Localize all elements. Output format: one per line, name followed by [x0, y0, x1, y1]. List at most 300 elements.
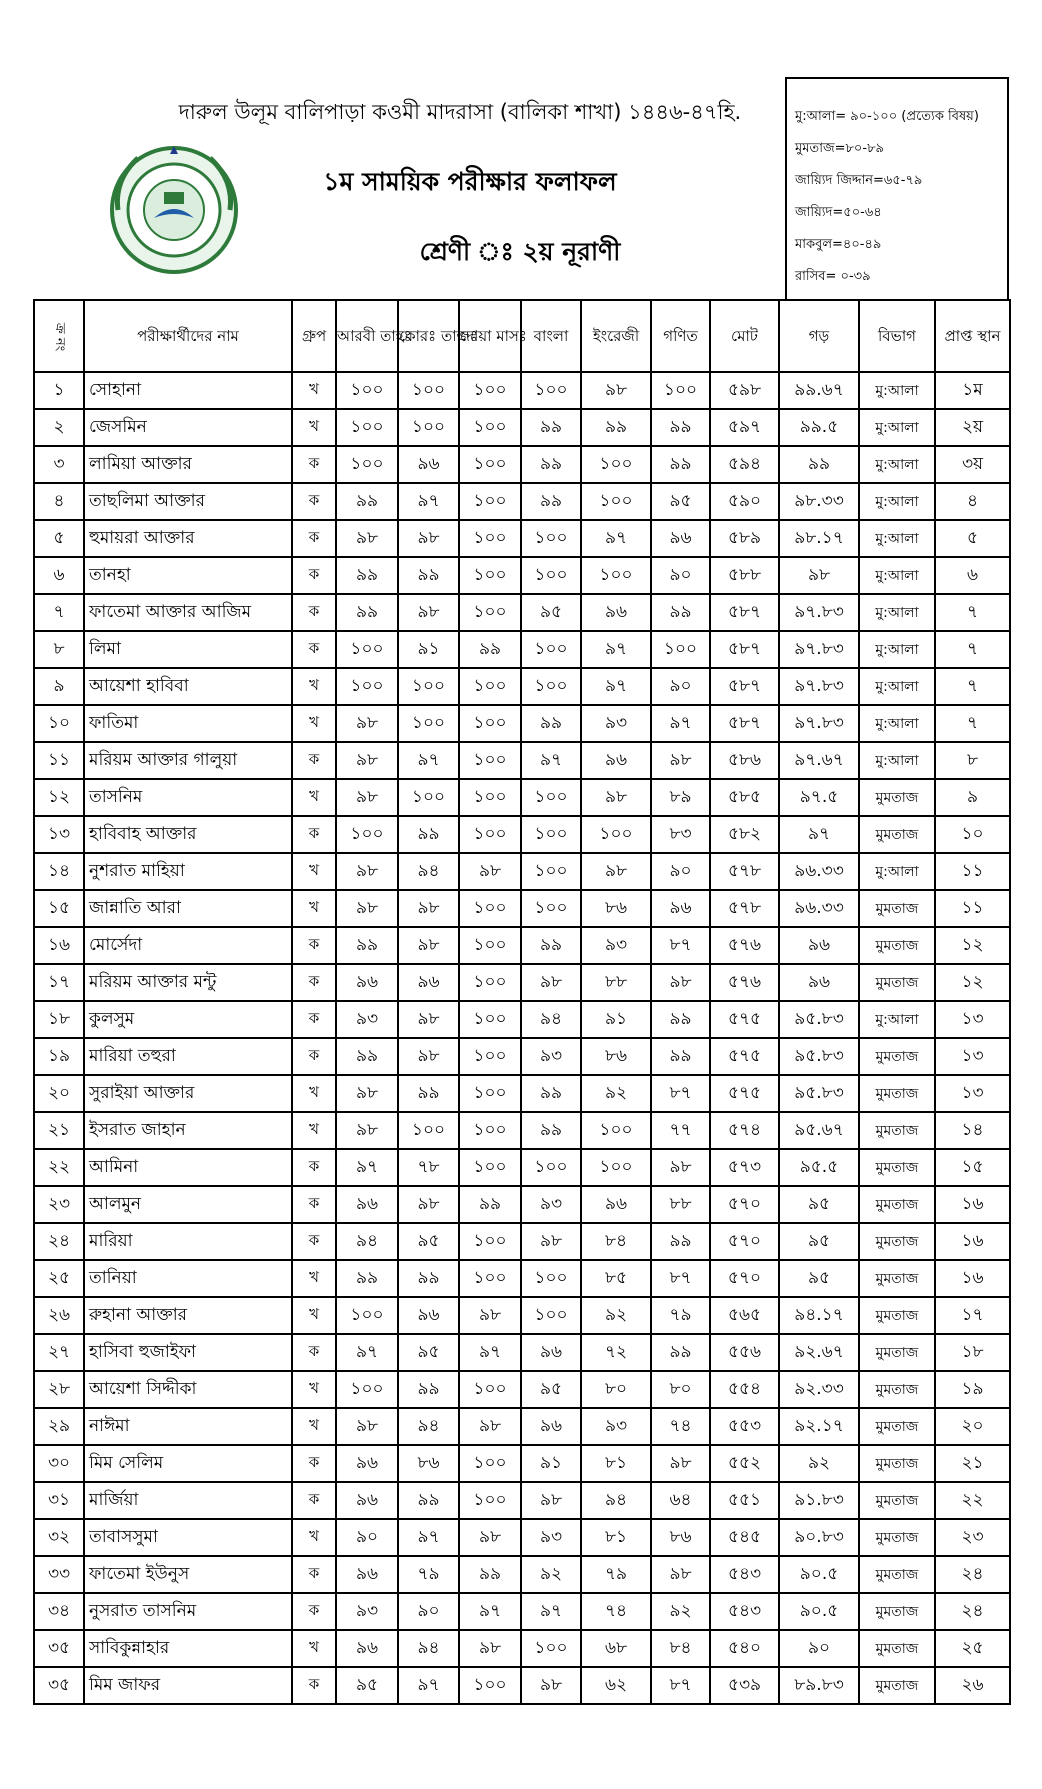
table-cell: খ: [292, 372, 336, 409]
table-cell: মু:আলা: [859, 409, 935, 446]
table-cell: ৭: [935, 594, 1010, 631]
table-cell: ৭: [34, 594, 84, 631]
table-cell: ৯৯.৫: [779, 409, 859, 446]
table-cell: ৮০: [581, 1371, 651, 1408]
table-cell: ৯০: [651, 557, 710, 594]
table-row: [34, 816, 1010, 853]
table-cell: ৯৯: [459, 1556, 521, 1593]
table-cell: ১০০: [459, 742, 521, 779]
table-cell: আয়েশা হাবিবা: [84, 668, 292, 705]
table-cell: ১১: [34, 742, 84, 779]
table-cell: ৯১: [521, 1445, 581, 1482]
table-cell: ফাতেমা ইউনুস: [84, 1556, 292, 1593]
table-cell: তানহা: [84, 557, 292, 594]
table-row: [34, 1149, 1010, 1186]
table-cell: ৯৫.৬৭: [779, 1112, 859, 1149]
table-row: [34, 1334, 1010, 1371]
table-cell: ক: [292, 631, 336, 668]
table-cell: ৩৫: [34, 1630, 84, 1667]
table-cell: মুমতাজ: [859, 1556, 935, 1593]
table-cell: ১২: [34, 779, 84, 816]
table-cell: ক: [292, 742, 336, 779]
table-cell: ৯৭.৬৭: [779, 742, 859, 779]
results-table: [33, 299, 1011, 1705]
table-cell: ৫৭৮: [710, 853, 779, 890]
table-cell: ৯৩: [581, 927, 651, 964]
table-cell: ৯৫: [779, 1260, 859, 1297]
table-cell: ৩১: [34, 1482, 84, 1519]
table-row: [34, 779, 1010, 816]
table-cell: ৯৫: [521, 594, 581, 631]
table-cell: ৮: [935, 742, 1010, 779]
table-cell: ১০০: [459, 1112, 521, 1149]
col-header: বাংলা: [521, 300, 581, 372]
table-cell: ১০০: [459, 779, 521, 816]
table-cell: ১০০: [521, 816, 581, 853]
table-cell: ক: [292, 1149, 336, 1186]
table-cell: ১৪: [34, 853, 84, 890]
table-cell: ৪: [935, 483, 1010, 520]
table-cell: ৯৯: [651, 1223, 710, 1260]
table-cell: ২৬: [34, 1297, 84, 1334]
table-cell: মু:আলা: [859, 520, 935, 557]
table-cell: ১০০: [459, 1260, 521, 1297]
table-cell: ১০০: [336, 816, 398, 853]
table-cell: মুমতাজ: [859, 1334, 935, 1371]
table-cell: মোর্সেদা: [84, 927, 292, 964]
table-cell: খ: [292, 1519, 336, 1556]
table-cell: ৫৫৩: [710, 1408, 779, 1445]
table-row: [34, 1593, 1010, 1630]
table-cell: ৩০: [34, 1445, 84, 1482]
table-cell: ৯৬.৩৩: [779, 890, 859, 927]
col-header: গড়: [779, 300, 859, 372]
table-cell: ১০০: [581, 446, 651, 483]
table-cell: ৯৬: [336, 1630, 398, 1667]
table-cell: ক: [292, 557, 336, 594]
table-cell: খ: [292, 1408, 336, 1445]
table-cell: মুমতাজ: [859, 1223, 935, 1260]
table-cell: খ: [292, 853, 336, 890]
table-cell: ২য়: [935, 409, 1010, 446]
col-header: দোয়া মাসঃ: [459, 300, 521, 372]
table-cell: ৯৬: [651, 520, 710, 557]
table-cell: তাছলিমা আক্তার: [84, 483, 292, 520]
table-cell: ৯: [935, 779, 1010, 816]
table-cell: ৯৭: [398, 1667, 459, 1704]
table-cell: ১০০: [459, 557, 521, 594]
table-cell: ১০০: [521, 668, 581, 705]
table-cell: মুমতাজ: [859, 1186, 935, 1223]
table-cell: ৫৭০: [710, 1223, 779, 1260]
table-cell: ৯৭: [779, 816, 859, 853]
table-cell: ৯০: [398, 1593, 459, 1630]
table-cell: খ: [292, 668, 336, 705]
table-cell: খ: [292, 705, 336, 742]
table-cell: ৫৮৬: [710, 742, 779, 779]
institute-title: দারুল উলূম বালিপাড়া কওমী মাদরাসা (বালিকা শাখা) ১৪৪৬-৪৭হি.: [178, 100, 742, 124]
table-cell: ১০০: [459, 594, 521, 631]
table-cell: ৯৭: [581, 631, 651, 668]
table-cell: ১০০: [651, 631, 710, 668]
table-cell: ৫৭৫: [710, 1038, 779, 1075]
table-cell: নুসরাত তাসনিম: [84, 1593, 292, 1630]
table-cell: ক: [292, 1445, 336, 1482]
table-cell: ৯০.৮৩: [779, 1519, 859, 1556]
table-cell: ৯৩: [521, 1186, 581, 1223]
table-cell: ৬২: [581, 1667, 651, 1704]
table-header-row: [34, 300, 1010, 372]
table-cell: ৯৫: [779, 1186, 859, 1223]
table-cell: ৯৯: [651, 594, 710, 631]
table-cell: ৫৯০: [710, 483, 779, 520]
grade-legend-item: জায়্যিদ জিদ্দান=৬৫-৭৯: [795, 173, 923, 188]
class-title: শ্রেণী ঃ ২য় নূরাণী: [419, 237, 621, 266]
table-row: [34, 409, 1010, 446]
exam-title: ১ম সাময়িক পরীক্ষার ফলাফল: [323, 167, 617, 196]
table-cell: ১০০: [521, 1297, 581, 1334]
table-cell: ২১: [34, 1112, 84, 1149]
table-cell: ৫৮৯: [710, 520, 779, 557]
table-cell: ৯০.৫: [779, 1593, 859, 1630]
table-cell: ৫৯৮: [710, 372, 779, 409]
table-cell: ৫৮৮: [710, 557, 779, 594]
table-cell: মুমতাজ: [859, 1297, 935, 1334]
table-cell: ১২: [935, 964, 1010, 1001]
table-cell: ১০০: [459, 1038, 521, 1075]
table-cell: মুমতাজ: [859, 1445, 935, 1482]
table-cell: ৮৪: [651, 1630, 710, 1667]
grade-legend-item: জায়্যিদ=৫০-৬৪: [795, 205, 882, 220]
table-cell: ৯৮: [398, 1038, 459, 1075]
table-cell: ৯৮: [336, 1408, 398, 1445]
table-cell: ৮৬: [398, 1445, 459, 1482]
table-cell: মরিয়ম আক্তার গালুয়া: [84, 742, 292, 779]
table-cell: ৯৯: [459, 1186, 521, 1223]
col-header: ক্র নং: [34, 300, 84, 372]
table-cell: ৯৭: [398, 483, 459, 520]
madrasa-seal-icon: [104, 140, 244, 280]
table-cell: ৯১: [581, 1001, 651, 1038]
table-cell: ৯৭.৫: [779, 779, 859, 816]
table-cell: ৯২.৬৭: [779, 1334, 859, 1371]
table-cell: ৯৩: [521, 1519, 581, 1556]
table-cell: ২৫: [935, 1630, 1010, 1667]
table-cell: ৯৫.৮৩: [779, 1038, 859, 1075]
table-cell: ৯৭: [398, 742, 459, 779]
col-header: মোট: [710, 300, 779, 372]
table-row: [34, 964, 1010, 1001]
table-cell: ৯৮: [336, 705, 398, 742]
table-row: [34, 1371, 1010, 1408]
table-cell: ৫৪৩: [710, 1556, 779, 1593]
table-cell: ৯৬: [336, 1556, 398, 1593]
table-cell: মুমতাজ: [859, 964, 935, 1001]
table-cell: ১০০: [521, 779, 581, 816]
table-cell: ১০০: [459, 1445, 521, 1482]
table-cell: ৫৮৭: [710, 668, 779, 705]
table-cell: ক: [292, 1556, 336, 1593]
col-header: প্রাপ্ত স্থান: [935, 300, 1010, 372]
table-cell: ৮৬: [651, 1519, 710, 1556]
table-cell: ৯৯: [521, 705, 581, 742]
table-cell: ১৮: [935, 1334, 1010, 1371]
table-cell: ৯৯: [336, 1038, 398, 1075]
table-cell: ৯৮: [651, 1149, 710, 1186]
table-cell: ৯৮: [398, 520, 459, 557]
table-cell: ৯৮: [521, 1482, 581, 1519]
table-cell: ৭২: [581, 1334, 651, 1371]
table-row: [34, 1297, 1010, 1334]
col-header: বিভাগ: [859, 300, 935, 372]
table-cell: ৯৭.৮৩: [779, 668, 859, 705]
table-cell: ২২: [34, 1149, 84, 1186]
table-cell: ২০: [935, 1408, 1010, 1445]
table-cell: ৯৮: [336, 890, 398, 927]
table-cell: ক: [292, 1223, 336, 1260]
table-cell: ৯৭: [581, 520, 651, 557]
table-cell: ইসরাত জাহান: [84, 1112, 292, 1149]
table-cell: ১০০: [459, 1001, 521, 1038]
table-cell: ৯৬: [336, 964, 398, 1001]
table-cell: ১০০: [521, 557, 581, 594]
table-cell: ৯৮: [581, 779, 651, 816]
table-cell: ১০০: [336, 1371, 398, 1408]
table-cell: ৯৯: [336, 1260, 398, 1297]
table-cell: ১১: [935, 853, 1010, 890]
table-cell: ফাতিমা: [84, 705, 292, 742]
table-cell: ৩: [34, 446, 84, 483]
table-cell: ৫: [935, 520, 1010, 557]
table-row: [34, 668, 1010, 705]
table-cell: কুলসুম: [84, 1001, 292, 1038]
table-cell: ১০০: [459, 1223, 521, 1260]
table-cell: ৯৯: [336, 927, 398, 964]
table-row: [34, 1519, 1010, 1556]
table-cell: ৭৪: [651, 1408, 710, 1445]
table-row: [34, 446, 1010, 483]
table-cell: খ: [292, 1112, 336, 1149]
table-cell: ৯২.৩৩: [779, 1371, 859, 1408]
table-cell: ২৯: [34, 1408, 84, 1445]
table-row: [34, 853, 1010, 890]
table-cell: ৯৩: [581, 705, 651, 742]
table-cell: ১১: [935, 890, 1010, 927]
table-row: [34, 631, 1010, 668]
table-cell: ৯৭: [651, 705, 710, 742]
table-cell: ১০০: [521, 1630, 581, 1667]
table-cell: ৯৯: [398, 1482, 459, 1519]
table-cell: ৯৪: [398, 853, 459, 890]
table-cell: খ: [292, 1297, 336, 1334]
table-cell: মুমতাজ: [859, 927, 935, 964]
table-cell: ক: [292, 520, 336, 557]
table-cell: ৯৭: [336, 1334, 398, 1371]
table-cell: ২৮: [34, 1371, 84, 1408]
table-cell: ১৭: [935, 1297, 1010, 1334]
table-cell: ৯৯: [651, 446, 710, 483]
table-cell: মিম সেলিম: [84, 1445, 292, 1482]
table-cell: মারিয়া: [84, 1223, 292, 1260]
table-cell: ৮৭: [651, 1667, 710, 1704]
table-cell: ৯৮: [336, 742, 398, 779]
table-row: [34, 483, 1010, 520]
grade-legend-item: মাকবুল=৪০-৪৯: [795, 237, 882, 252]
table-cell: মু:আলা: [859, 557, 935, 594]
table-cell: ফাতেমা আক্তার আজিম: [84, 594, 292, 631]
table-cell: ৯৭.৮৩: [779, 631, 859, 668]
table-cell: ৯৭: [459, 1593, 521, 1630]
table-cell: ৯০.৫: [779, 1556, 859, 1593]
table-cell: ৯২: [651, 1593, 710, 1630]
table-cell: মুমতাজ: [859, 1075, 935, 1112]
table-cell: ৯৫: [398, 1334, 459, 1371]
table-cell: ৯৭: [398, 1519, 459, 1556]
table-cell: ৭৯: [398, 1556, 459, 1593]
table-cell: ৯৮: [398, 1001, 459, 1038]
table-cell: ১৯: [935, 1371, 1010, 1408]
table-cell: ১০০: [459, 964, 521, 1001]
table-cell: মুমতাজ: [859, 1038, 935, 1075]
table-cell: ৯৭: [459, 1334, 521, 1371]
table-cell: ৪: [34, 483, 84, 520]
table-cell: ৫৮৭: [710, 594, 779, 631]
table-cell: ৯৮: [336, 520, 398, 557]
table-cell: ৯৮: [398, 594, 459, 631]
table-cell: ৯৮: [651, 964, 710, 1001]
table-cell: ৯৭: [521, 1593, 581, 1630]
table-cell: ৯৬: [398, 446, 459, 483]
table-cell: ৫৫২: [710, 1445, 779, 1482]
col-header: গ্রুপ: [292, 300, 336, 372]
table-cell: ১৫: [935, 1149, 1010, 1186]
table-cell: ৯৯: [581, 409, 651, 446]
table-cell: ৯৪: [398, 1408, 459, 1445]
table-cell: মুমতাজ: [859, 1519, 935, 1556]
table-cell: ১০: [34, 705, 84, 742]
table-row: [34, 1630, 1010, 1667]
table-cell: খ: [292, 890, 336, 927]
table-cell: ৬: [34, 557, 84, 594]
table-cell: ৯৯: [336, 557, 398, 594]
table-cell: ৯৯: [398, 557, 459, 594]
table-cell: মুমতাজ: [859, 890, 935, 927]
table-cell: ৯৬: [398, 964, 459, 1001]
table-cell: ৫: [34, 520, 84, 557]
table-cell: ৯৬: [336, 1445, 398, 1482]
table-cell: তাসনিম: [84, 779, 292, 816]
table-cell: ১০০: [398, 705, 459, 742]
table-cell: ক: [292, 964, 336, 1001]
table-cell: ১০০: [581, 483, 651, 520]
grade-legend-item: রাসিব= ০-৩৯: [795, 269, 871, 284]
table-cell: মু:আলা: [859, 594, 935, 631]
table-cell: ৩৪: [34, 1593, 84, 1630]
table-cell: ৮৯.৮৩: [779, 1667, 859, 1704]
table-cell: ১০০: [336, 668, 398, 705]
table-cell: ৬: [935, 557, 1010, 594]
table-cell: ১০০: [336, 1297, 398, 1334]
table-cell: ৯: [34, 668, 84, 705]
table-cell: ৯৪: [398, 1630, 459, 1667]
table-cell: ১০০: [521, 631, 581, 668]
table-cell: ২৩: [34, 1186, 84, 1223]
grade-legend: [785, 77, 1009, 299]
table-cell: ৯৬: [336, 1482, 398, 1519]
table-row: [34, 520, 1010, 557]
table-cell: খ: [292, 1630, 336, 1667]
table-cell: ৯৮: [521, 1223, 581, 1260]
table-cell: ৭: [935, 705, 1010, 742]
table-cell: ৯৯: [521, 1112, 581, 1149]
col-header: গণিত: [651, 300, 710, 372]
table-cell: হাসিবা হুজাইফা: [84, 1334, 292, 1371]
table-row: [34, 594, 1010, 631]
table-cell: ৮৩: [651, 816, 710, 853]
table-cell: মারিয়া তহুরা: [84, 1038, 292, 1075]
table-cell: ৫৪৫: [710, 1519, 779, 1556]
table-cell: খ: [292, 1075, 336, 1112]
table-row: [34, 1445, 1010, 1482]
table-cell: মু:আলা: [859, 372, 935, 409]
table-cell: ১৬: [935, 1223, 1010, 1260]
table-cell: মু:আলা: [859, 668, 935, 705]
table-cell: ৯১: [398, 631, 459, 668]
table-cell: ১০০: [459, 446, 521, 483]
table-row: [34, 1075, 1010, 1112]
table-row: [34, 742, 1010, 779]
table-cell: ১৭: [34, 964, 84, 1001]
table-cell: মুমতাজ: [859, 1149, 935, 1186]
table-cell: ক: [292, 1038, 336, 1075]
table-cell: আয়েশা সিদ্দীকা: [84, 1371, 292, 1408]
table-cell: ৯৫: [779, 1223, 859, 1260]
table-cell: ১৬: [935, 1260, 1010, 1297]
table-cell: ৯৫: [651, 483, 710, 520]
table-cell: ৯৩: [521, 1038, 581, 1075]
table-cell: আলমুন: [84, 1186, 292, 1223]
table-cell: মু:আলা: [859, 1001, 935, 1038]
table-cell: ১৩: [935, 1038, 1010, 1075]
table-cell: মুমতাজ: [859, 779, 935, 816]
table-cell: ৮১: [581, 1519, 651, 1556]
table-cell: ২২: [935, 1482, 1010, 1519]
table-cell: ৯৯: [521, 1075, 581, 1112]
table-cell: ৫৭৫: [710, 1001, 779, 1038]
table-row: [34, 1223, 1010, 1260]
table-cell: ৯৬: [581, 594, 651, 631]
table-cell: ৩য়: [935, 446, 1010, 483]
table-cell: ৯৮: [398, 1186, 459, 1223]
grade-legend-item: মুমতাজ=৮০-৮৯: [795, 141, 884, 156]
table-cell: ৮: [34, 631, 84, 668]
table-cell: ৯৭: [521, 742, 581, 779]
table-row: [34, 927, 1010, 964]
table-cell: ৮৬: [581, 890, 651, 927]
table-cell: ৯৯: [398, 1075, 459, 1112]
table-cell: ১০০: [459, 816, 521, 853]
table-cell: ৯৪: [581, 1482, 651, 1519]
table-cell: ১৩: [935, 1001, 1010, 1038]
table-cell: ৯৯: [336, 483, 398, 520]
table-cell: ৫৮২: [710, 816, 779, 853]
table-cell: ৯৯: [398, 816, 459, 853]
table-cell: ২: [34, 409, 84, 446]
table-cell: ক: [292, 816, 336, 853]
table-cell: হাবিবাহ আক্তার: [84, 816, 292, 853]
table-cell: ক: [292, 594, 336, 631]
table-cell: ৯২: [581, 1297, 651, 1334]
